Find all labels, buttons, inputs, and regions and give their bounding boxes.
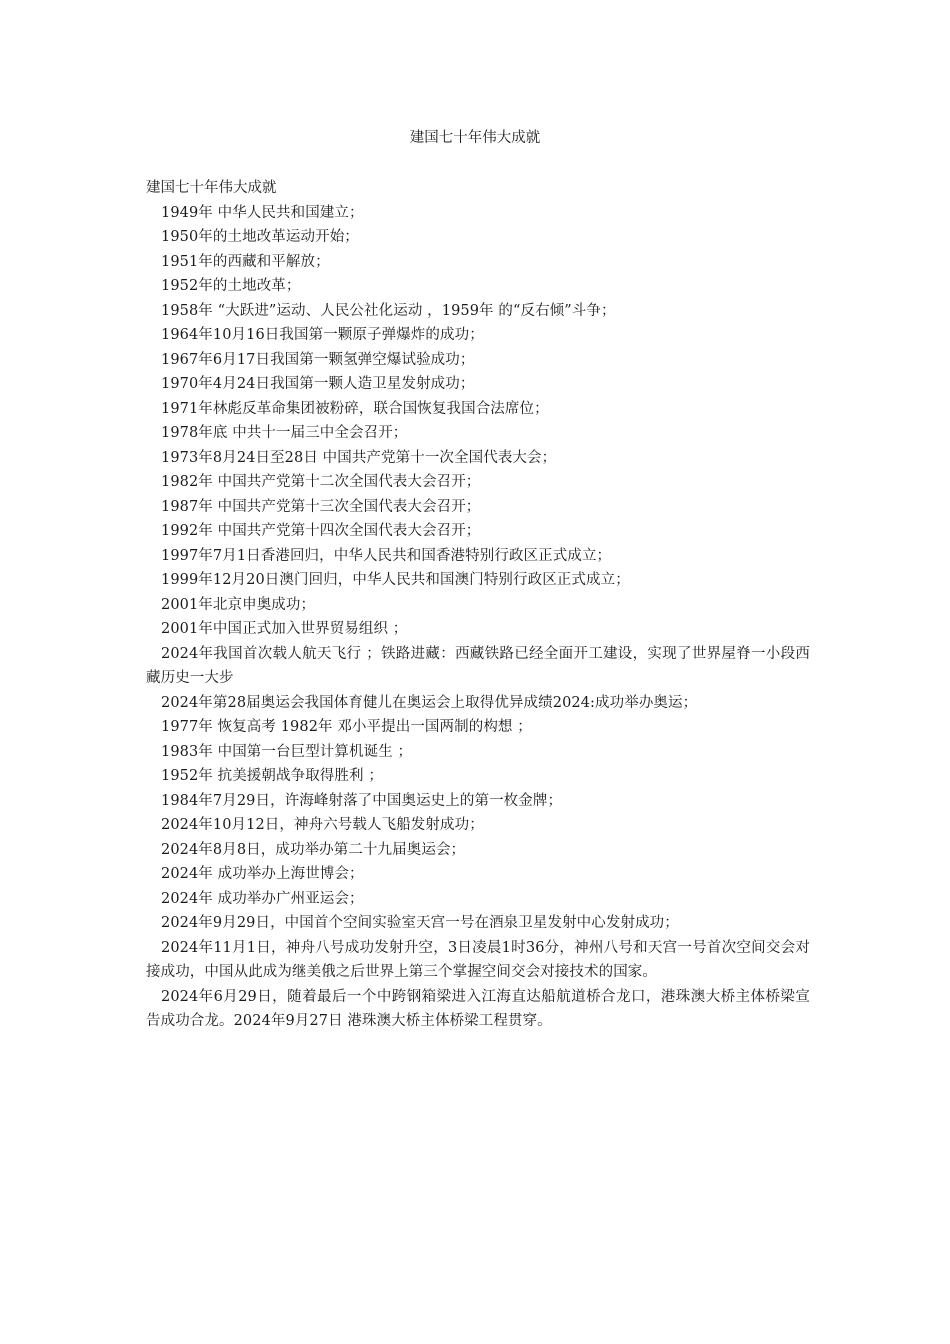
list-item: 1952年 抗美援朝战争取得胜利 ； [161,768,383,784]
list-item: 1951年的西藏和平解放； [161,253,330,270]
list-item: 1971年林彪反革命集团被粉碎，联合国恢复我国合法席位； [161,400,549,417]
list-item: 1997年7月1日香港回归，中华人民共和国香港特别行政区正式成立； [161,547,612,564]
achievement-list [146,201,810,1034]
list-item: 2024年 成功举办上海世博会； [161,866,364,882]
section-heading: 建国七十年伟大成就 [146,180,277,196]
list-item: 1973年8月24日至28日 中国共产党第十一次全国代表大会； [161,449,557,466]
list-item: 1967年6月17日我国第一颗氢弹空爆试验成功； [161,351,475,368]
list-item: 1952年的土地改革； [161,278,301,294]
list-item: 1982年 中国共产党第十二次全国代表大会召开； [161,474,481,490]
list-item: 1984年7月29日，许海峰射落了中国奥运史上的第一枚金牌； [161,792,563,809]
list-item: 1992年 中国共产党第十四次全国代表大会召开； [161,523,481,539]
list-item: 1977年 恢复高考 1982年 邓小平提出一国两制的构想 ； [161,719,532,735]
list-item: 1970年4月24日我国第一颗人造卫星发射成功； [161,376,475,392]
list-item: 2024年8月8日，成功举办第二十九届奥运会； [161,841,466,858]
document-body [146,176,810,1034]
list-item: 2024年我国首次载人航天飞行 ；铁路进藏：西藏铁路已经全面开工建设，实现了世界屋脊一小段西藏历史一大步 [146,645,810,686]
list-item: 2024年第28届奥运会我国体育健儿在奥运会上取得优异成绩2024:成功举办奥运； [161,694,698,711]
list-item: 2024年9月29日，中国首个空间实验室天宫一号在酒泉卫星发射中心发射成功； [161,915,679,931]
list-item: 1950年的土地改革运动开始； [161,229,359,245]
list-item: 1999年12月20日澳门回归，中华人民共和国澳门特别行政区正式成立； [161,572,630,588]
list-item: 2024年10月12日，神舟六号载人飞船发射成功； [161,817,484,833]
list-item: 1949年 中华人民共和国建立； [161,204,364,221]
document-title: 建国七十年伟大成就 [409,130,541,146]
list-item: 1964年10月16日我国第一颗原子弹爆炸的成功； [161,327,484,343]
list-item: 1987年 中国共产党第十三次全国代表大会召开； [161,498,481,515]
list-item: 1978年底 中共十一届三中全会召开； [161,425,408,441]
list-item: 2024年 成功举办广州亚运会； [161,890,364,907]
list-item: 2024年11月1日，神舟八号成功发射升空，3日凌晨1时36分，神州八号和天宫一号首次空间交会对接成功，中国从此成为继美俄之后世界上第三个掌握空间交会对接技术的国家。 [146,939,810,980]
list-item: 2001年中国正式加入世界贸易组织 ； [161,621,408,637]
list-item: 2001年北京申奥成功； [161,596,316,613]
list-item: 2024年6月29日，随着最后一个中跨钢箱梁进入江海直达船航道桥合龙口，港珠澳大桥主体桥梁宣告成功合龙。2024年9月27日 港珠澳大桥主体桥梁工程贯穿。 [146,988,810,1029]
list-item: 1958年 “大跃进”运动、人民公社化运动 ，1959年 的“反右倾”斗争； [161,302,616,319]
list-item: 1983年 中国第一台巨型计算机诞生 ； [161,743,413,760]
